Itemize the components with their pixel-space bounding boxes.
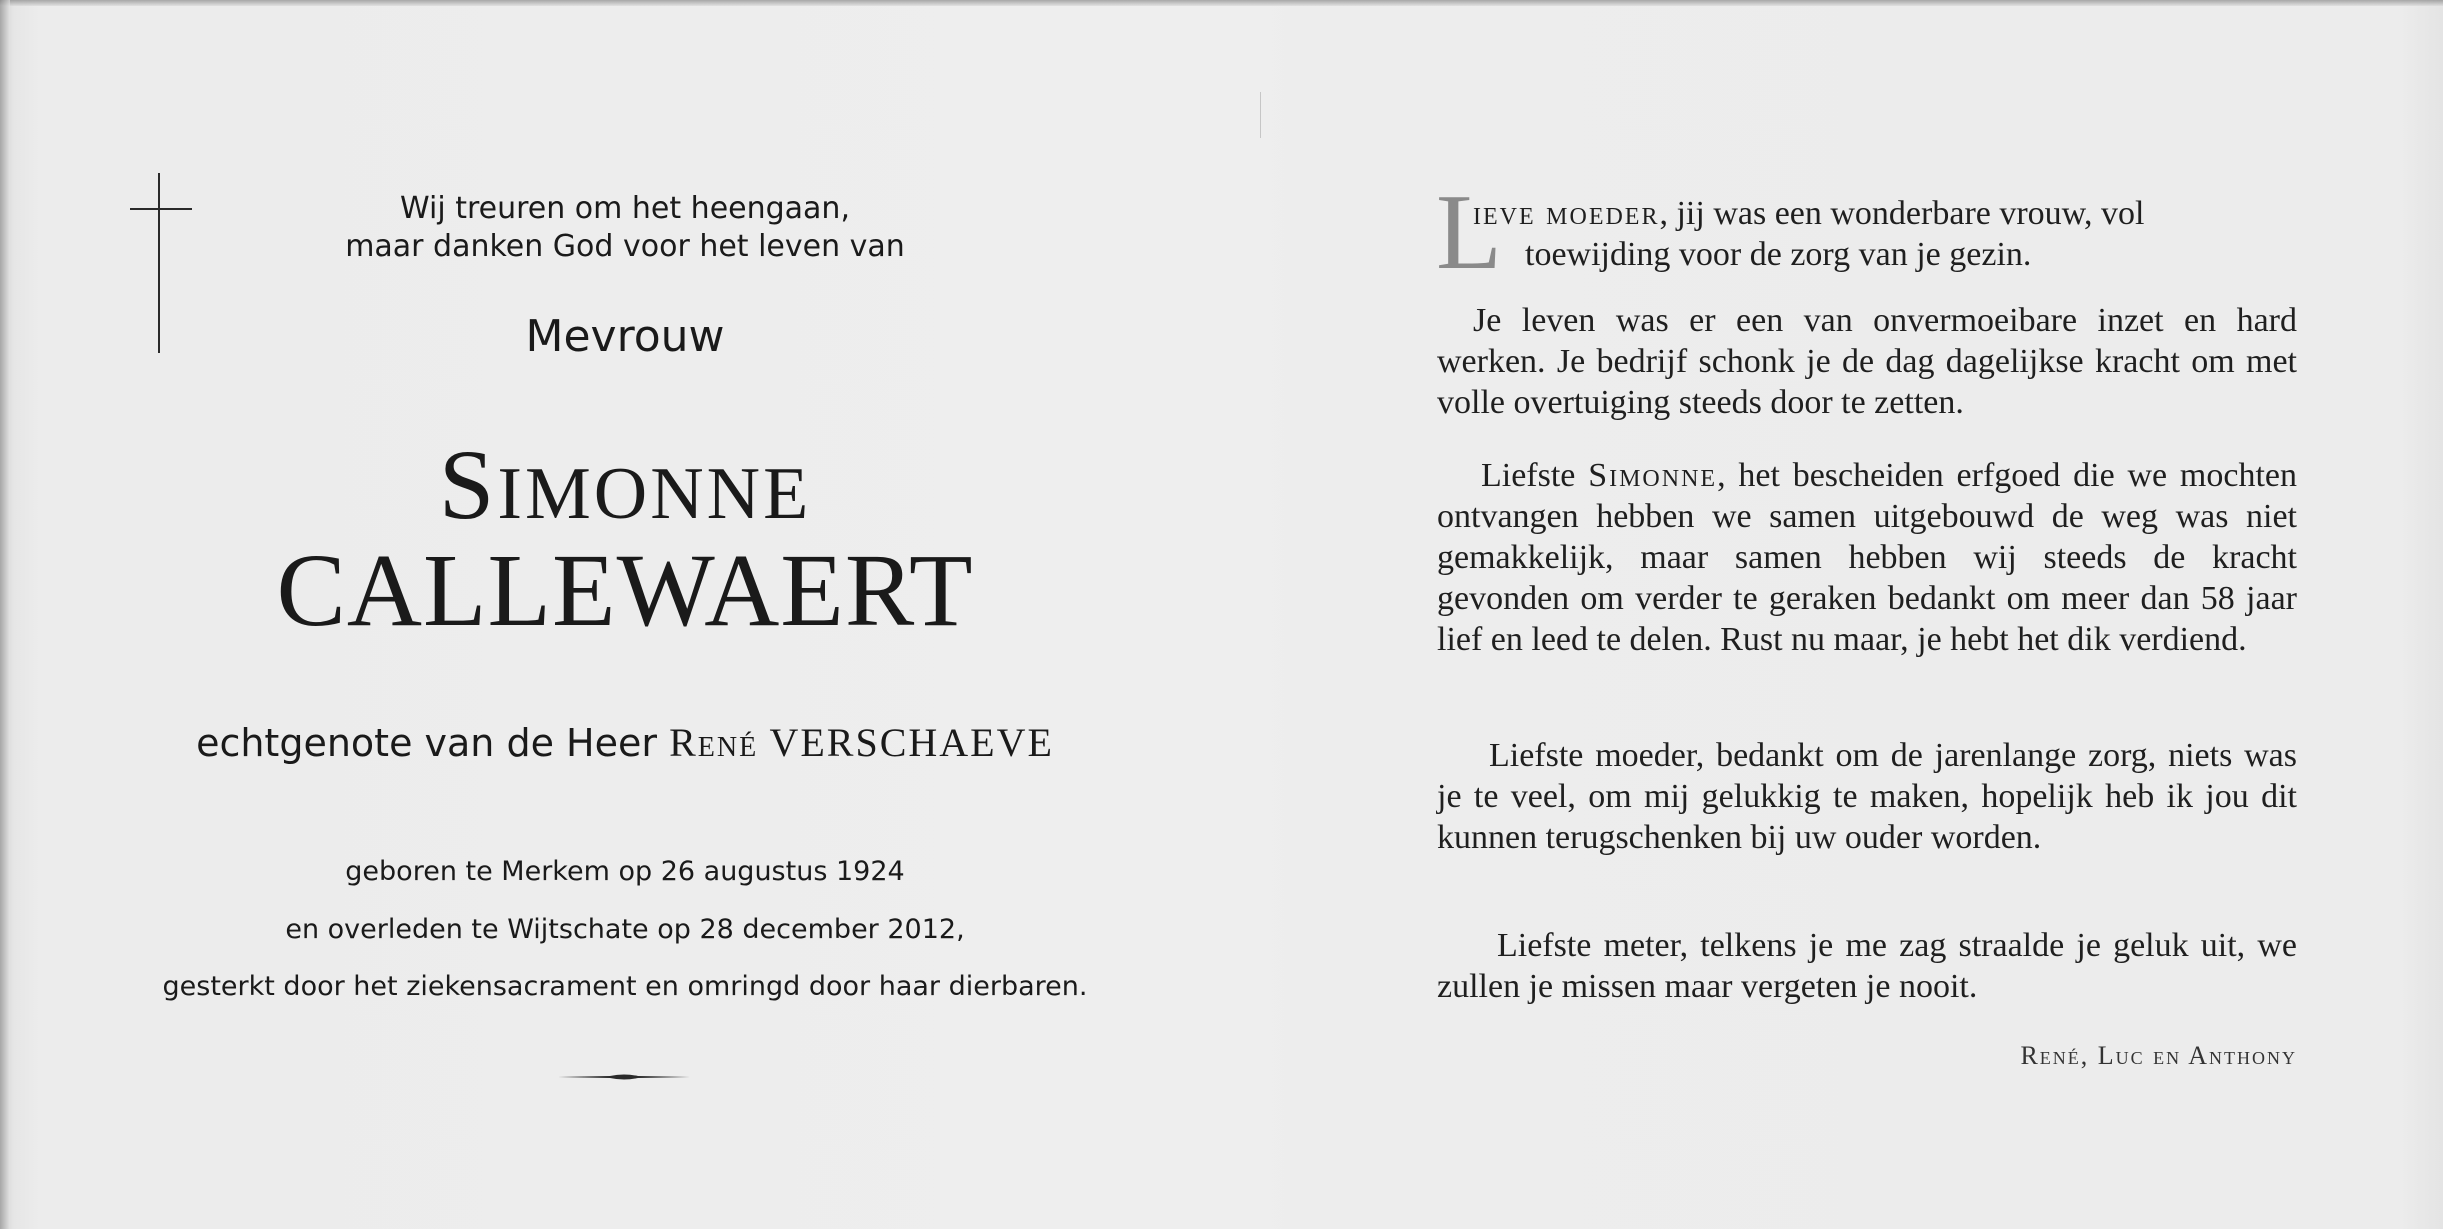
fold-mark — [1260, 92, 1261, 138]
left-shadow-edge — [0, 0, 10, 1229]
paragraph-2 — [1437, 300, 2297, 423]
drop-cap: L — [1436, 173, 1502, 292]
paragraph-3 — [1437, 455, 2297, 660]
top-shadow-edge — [0, 0, 2443, 6]
signature: René, Luc en Anthony — [2020, 1041, 2297, 1070]
birth-line: geboren te Merkem op 26 augustus 1924 — [345, 856, 905, 887]
first-name-initial: S — [438, 429, 498, 540]
p1-rest: , jij was een wonderbare vrouw, vol — [1659, 195, 2145, 232]
title: Mevrouw — [525, 311, 725, 362]
divider-ornament — [558, 1072, 690, 1082]
p3-start: Liefste — [1481, 457, 1589, 494]
spouse-line — [100, 718, 1150, 768]
paragraph-4 — [1437, 735, 2297, 858]
first-name-rest: IMONNE — [497, 453, 812, 535]
intro-text — [100, 190, 1150, 266]
spouse-prefix: echtgenote van de Heer — [196, 721, 670, 765]
paragraph-1 — [1437, 193, 2297, 275]
last-name: CALLEWAERT — [276, 533, 974, 648]
p2-text: Je leven was er een van onvermoeibare inzet en hard werken. Je bedrijf schonk je de dag dagelijkse kracht om met volle overtuiging steeds door te zetten. — [1437, 302, 2297, 421]
p3-name: Simonne — [1588, 457, 1718, 494]
intro-line-1: Wij treuren om het heengaan, — [400, 191, 850, 226]
paragraph-5 — [1437, 925, 2297, 1007]
sacrament-line: gesterkt door het ziekensacrament en omringd door haar dierbaren. — [162, 971, 1088, 1002]
death-line: en overleden te Wijtschate op 28 december 2012, — [285, 914, 965, 945]
intro-line-2: maar danken God voor het leven van — [345, 229, 905, 264]
first-name — [100, 430, 1150, 549]
spouse-name: René VERSCHAEVE — [669, 720, 1054, 765]
p1-smallcaps: ieve moeder — [1473, 195, 1660, 232]
p3-rest: , het bescheiden erfgoed die we mochten ontvangen hebben we samen uitgebouwd de weg was niet gemakkelijk, maar samen hebben wij steeds de kracht gevonden om verder te geraken bedankt om meer dan 58 jaar lief en leed te delen. Rust nu maar, je hebt het dik verdiend. — [1437, 457, 2297, 658]
p5-text: Liefste meter, telkens je me zag straalde je geluk uit, we zullen je missen maar vergeten je nooit. — [1437, 927, 2297, 1005]
p4-text: Liefste moeder, bedankt om de jarenlange zorg, niets was je te veel, om mij gelukkig te maken, hopelijk heb ik jou dit kunnen terugschenken bij uw ouder worden. — [1437, 737, 2297, 856]
p1-line-2: toewijding voor de zorg van je gezin. — [1525, 236, 2032, 273]
